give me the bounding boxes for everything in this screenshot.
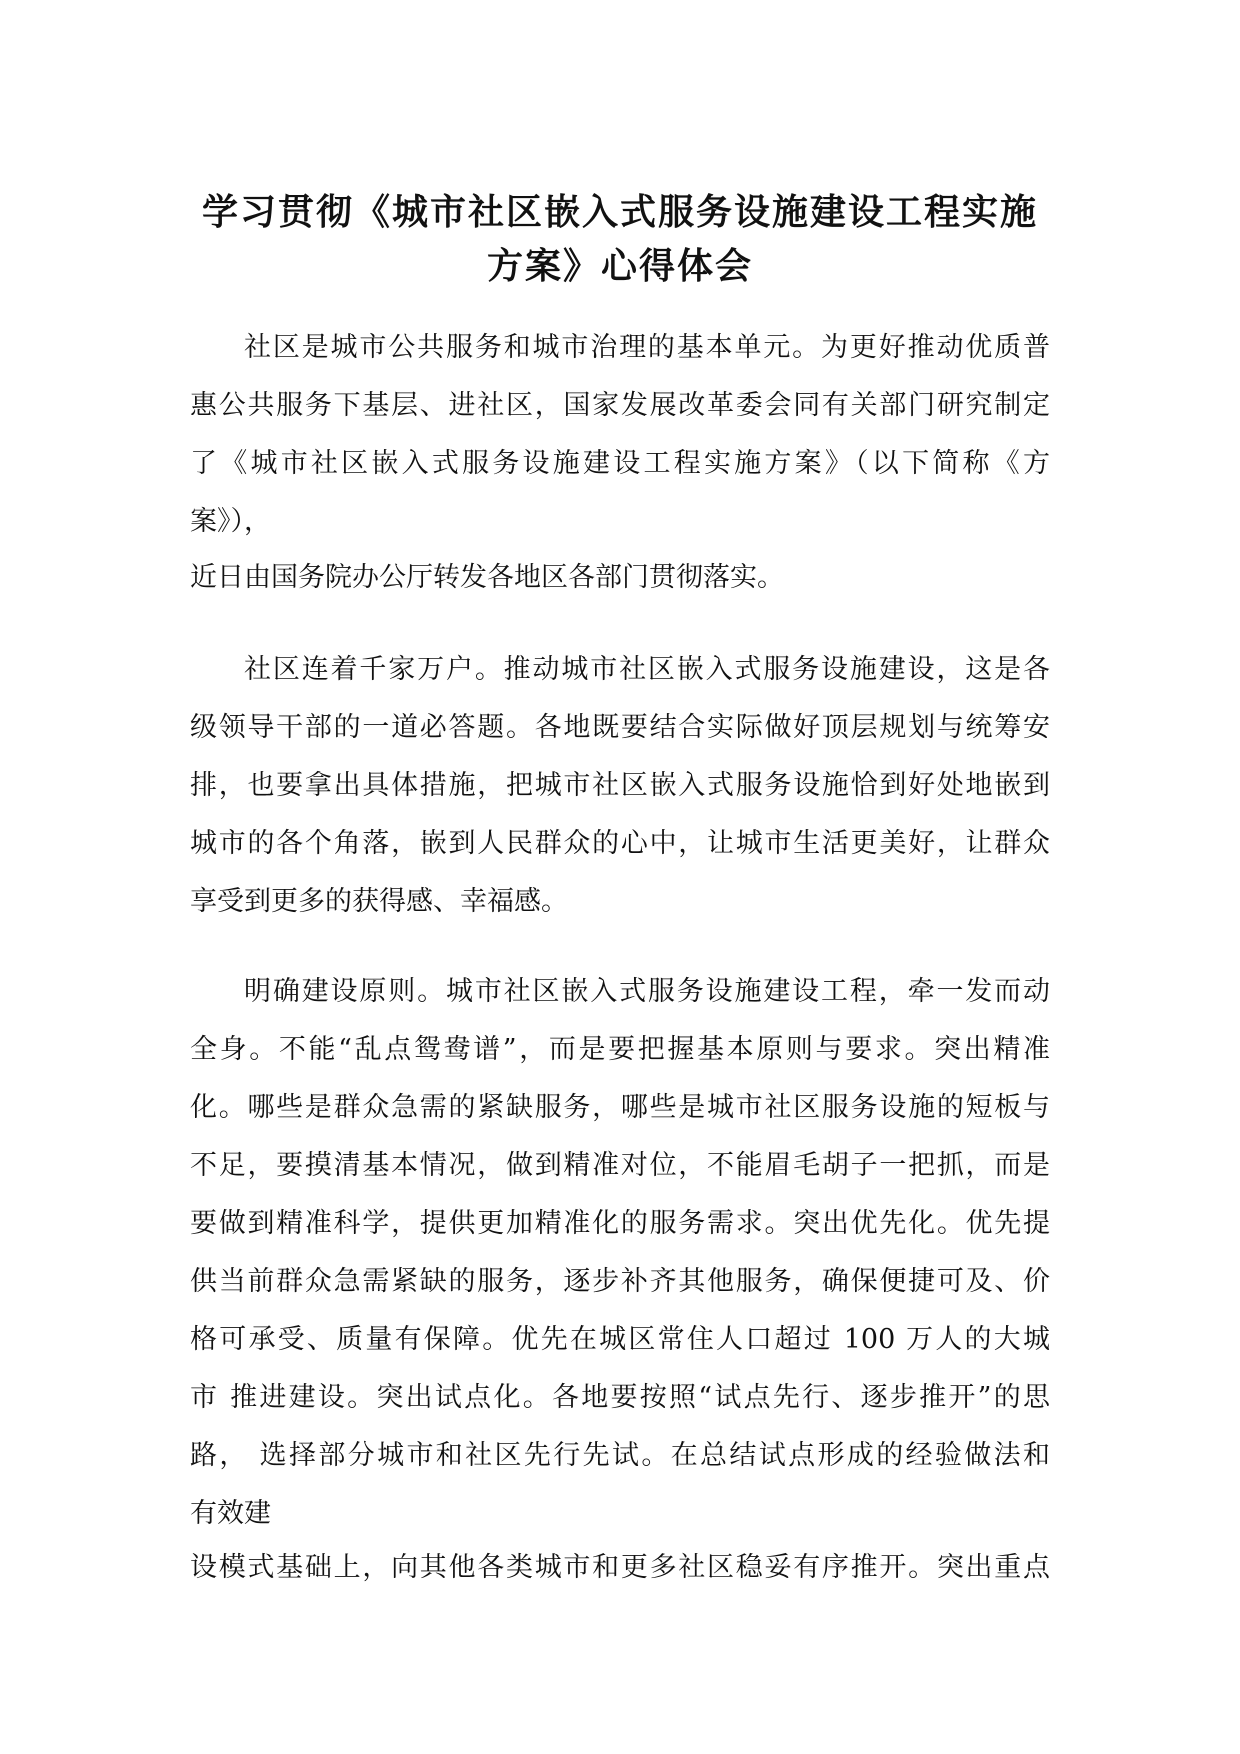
paragraph-2-line: 城市的各个角落，嵌到人民群众的心中，让城市生活更美好，让群众: [190, 828, 1050, 859]
paragraph-1-line: 社区是城市公共服务和城市治理的基本单元。为更好推动优质普: [244, 332, 1050, 363]
document-title: [160, 186, 1080, 294]
paragraph-3-line: 不足，要摸清基本情况，做到精准对位，不能眉毛胡子一把抓，而是: [190, 1150, 1050, 1181]
paragraph-3-line: 化。哪些是群众急需的紧缺服务，哪些是城市社区服务设施的短板与: [190, 1092, 1050, 1123]
paragraph-3-line: 要做到精准科学，提供更加精准化的服务需求。突出优先化。优先提: [190, 1208, 1050, 1239]
paragraph-3-line: 路， 选择部分城市和社区先行先试。在总结试点形成的经验做法和: [190, 1440, 1050, 1471]
paragraph-3-line: 全身。不能“乱点鸳鸯谱”，而是要把握基本原则与要求。突出精准: [190, 1034, 1050, 1065]
paragraph-3-line: 有效建: [190, 1498, 271, 1529]
paragraph-3-line: 明确建设原则。城市社区嵌入式服务设施建设工程，牵一发而动: [244, 976, 1050, 1007]
paragraph-2-line: 社区连着千家万户。推动城市社区嵌入式服务设施建设，这是各: [244, 654, 1050, 685]
paragraph-1-line: 惠公共服务下基层、进社区，国家发展改革委会同有关部门研究制定: [190, 390, 1050, 421]
paragraph-2-line: 排，也要拿出具体措施，把城市社区嵌入式服务设施恰到好处地嵌到: [190, 770, 1050, 801]
paragraph-1-line: 了《城市社区嵌入式服务设施建设工程实施方案》（以下简称《方: [190, 448, 1050, 479]
paragraph-2-line: 级领导干部的一道必答题。各地既要结合实际做好顶层规划与统筹安: [190, 712, 1050, 743]
title-line-2: 方案》心得体会: [486, 246, 753, 287]
paragraph-3-line: 市 推进建设。突出试点化。各地要按照“试点先行、逐步推开”的思: [190, 1382, 1050, 1413]
paragraph-3-line: 格可承受、质量有保障。优先在城区常住人口超过 100 万人的大城: [190, 1324, 1050, 1355]
title-line-1: 学习贯彻《城市社区嵌入式服务设施建设工程实施: [201, 192, 1038, 233]
paragraph-2-line: 享受到更多的获得感、幸福感。: [190, 886, 568, 917]
paragraph-1-line: 案》），: [190, 506, 271, 537]
paragraph-3-line: 供当前群众急需紧缺的服务，逐步补齐其他服务，确保便捷可及、价: [190, 1266, 1050, 1297]
paragraph-1-line: 近日由国务院办公厅转发各地区各部门贯彻落实。: [190, 562, 784, 593]
paragraph-3-line: 设模式基础上，向其他各类城市和更多社区稳妥有序推开。突出重点: [190, 1552, 1050, 1583]
